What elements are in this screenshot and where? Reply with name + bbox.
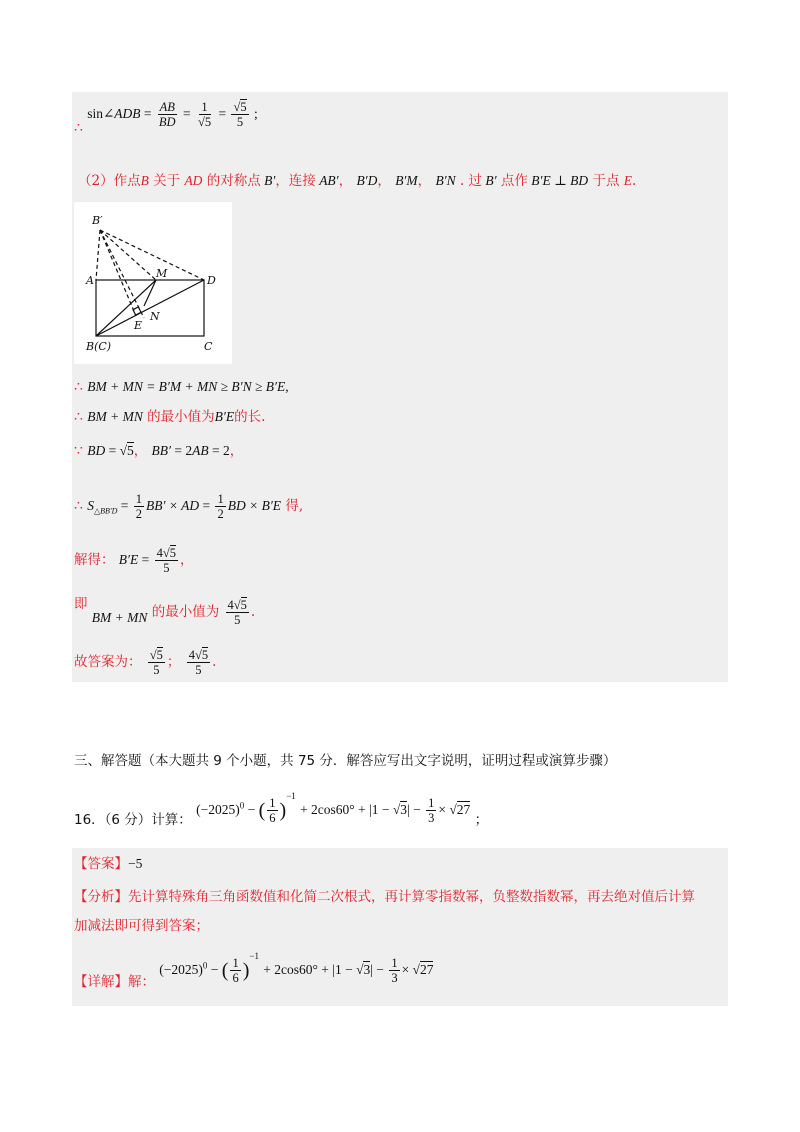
label-bc: B(C) [86,340,112,353]
geometry-diagram [74,202,232,364]
question-16: 16．（6 分）计算： $(-2025)^0$ − ( $\frac{1}{6}$ )$^{-1}$ + 2cos60° + |1 − √3| − $\frac{1}{3}$ × √27 ； [74,790,489,828]
label-c: C [204,340,213,353]
area-line: ∴ $S_{\triangle BB'D}$ = $\frac{1}{2}$ BB′ × AD = $\frac{1}{2}$ BD × B′E 得, [74,492,304,521]
therefore-symbol: ∴ [74,119,83,136]
step-2-line: （2）作点B 关于 AD 的对称点 B′，连接 AB′， B′D， B′M， B′N . 过 B′ 点作 B′E ⊥ BD 于点 E. [78,173,637,189]
conclusion-line: 即 BM + MN 的最小值为 $\frac{4√5}{5}$ . [74,596,256,627]
therefore-symbol: ∴ [74,498,83,514]
analysis-line-2: 加减法即可得到答案； [74,918,209,934]
label-d: D [207,274,216,287]
final-answer-line: 故答案为： $\frac{√5}{5}$ ； $\frac{4√5}{5}$ . [74,648,217,677]
sin-equation: sin∠ADB = $\frac{AB}{BD}$ = $\frac{1}{√5}$ = $\frac{√5}{5}$ ; [87,100,258,129]
label-e: E [134,319,143,332]
inequality-expr: BM + MN = B′M + MN ≥ B′N ≥ B′E [87,379,286,394]
therefore-symbol: ∴ [74,409,83,425]
analysis-line-1: 【分析】先计算特殊角三角函数值和化简二次根式，再计算零指数幂，负整数指数幂，再去绝对值后计算 [74,889,695,905]
therefore-line-sin [74,100,258,136]
label-b-prime: B′ [92,214,103,227]
because-line: ∵ BD = √5， BB′ = 2AB = 2， [74,443,244,459]
label-n: N [150,310,160,323]
therefore-line-inequality: ∴ BM + MN = B′M + MN ≥ B′N ≥ B′E, [74,379,289,395]
detail-line: 【详解】解： $(-2025)^0$ − ( $\frac{1}{6}$ )$^{-1}$ + 2cos60° + |1 − √3| − $\frac{1}{3}$ × √27 [74,950,434,990]
because-symbol: ∵ [74,443,83,459]
section-3-heading: 三、解答题（本大题共 9 个小题，共 75 分．解答应写出文字说明，证明过程或演算步骤） [74,753,617,769]
label-a: A [86,274,94,287]
therefore-line-min: ∴ BM + MN 的最小值为B′E的长. [74,409,266,425]
geometry-figure [74,202,232,364]
answer-line: 【答案】−5 [74,856,143,872]
label-m: M [156,267,168,280]
solve-line: 解得： B′E = $\frac{4√5}{5}$ ， [74,546,194,575]
therefore-symbol: ∴ [74,379,83,395]
